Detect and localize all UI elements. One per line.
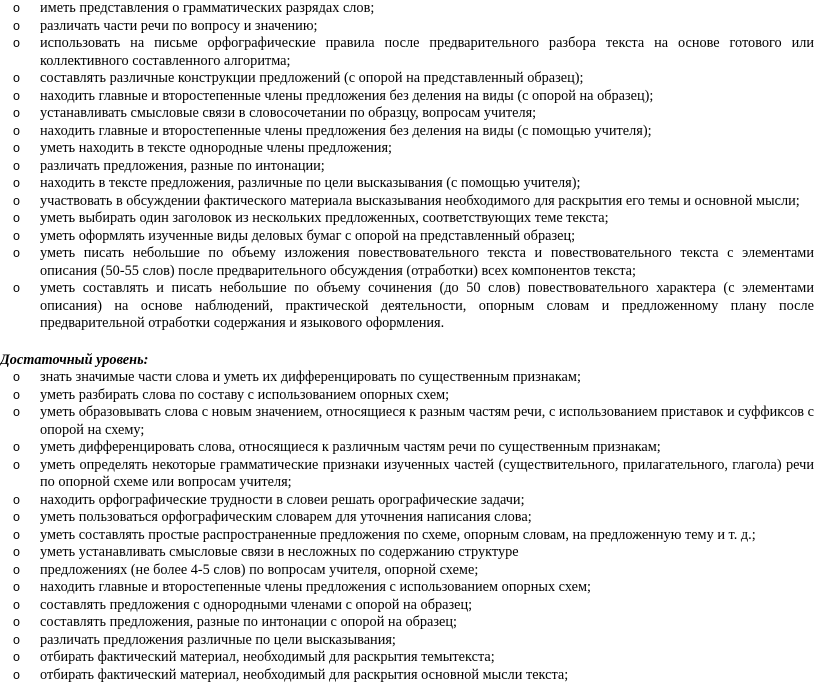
bullet-marker: o — [13, 562, 20, 580]
list-item: o составлять предложения с однородными членами с опорой на образец; — [0, 597, 816, 615]
list-item: o составлять предложения, разные по интонации с опорой на образец; — [0, 614, 816, 632]
list-item: o уметь устанавливать смысловые связи в несложных по содержанию структуре — [0, 544, 816, 562]
list-item: o находить орфографические трудности в словеи решать орографические задачи; — [0, 492, 816, 510]
list-item: o находить главные и второстепенные члены предложения с использованием опорных схем; — [0, 579, 816, 597]
bullet-marker: o — [13, 35, 20, 53]
section-heading-sufficient-level: Достаточный уровень: — [0, 352, 816, 370]
list-item: o уметь пользоваться орфографическим словарем для уточнения написания слова; — [0, 509, 816, 527]
list-item: o отбирать фактический материал, необходимый для раскрытия основной мысли текста; — [0, 667, 816, 684]
bullet-marker: o — [13, 387, 20, 405]
bullet-marker: o — [13, 667, 20, 684]
bullet-marker: o — [13, 597, 20, 615]
bullet-marker: o — [13, 193, 20, 211]
bullet-marker: o — [13, 544, 20, 562]
bullet-marker: o — [13, 88, 20, 106]
list-item: o отбирать фактический материал, необходимый для раскрытия темытекста; — [0, 649, 816, 667]
list-item: o различать части речи по вопросу и значению; — [0, 18, 816, 36]
bullet-marker: o — [13, 105, 20, 123]
bullet-marker: o — [13, 509, 20, 527]
list-item: o устанавливать смысловые связи в словосочетании по образцу, вопросам учителя; — [0, 105, 816, 123]
requirements-list-minimal — [0, 0, 816, 333]
bullet-marker: o — [13, 439, 20, 457]
list-item: o уметь определять некоторые грамматические признаки изученных частей (существительного, прилагательного, глагола) речи по опорной схеме или вопросам учителя; — [0, 457, 816, 492]
bullet-marker: o — [13, 70, 20, 88]
list-item: o уметь образовывать слова с новым значением, относящиеся к разным частям речи, с использованием приставок и суффиксов с опорой на схему; — [0, 404, 816, 439]
list-item: o уметь выбирать один заголовок из нескольких предложенных, соответствующих теме текста; — [0, 210, 816, 228]
bullet-marker: o — [13, 140, 20, 158]
bullet-marker: o — [13, 175, 20, 193]
bullet-marker: o — [13, 527, 20, 545]
list-item: o использовать на письме орфографические правила после предварительного разбора текста на основе готового или коллективного составленного алгоритма; — [0, 35, 816, 70]
bullet-marker: o — [13, 404, 20, 422]
bullet-marker: o — [13, 632, 20, 650]
list-item: o уметь разбирать слова по составу с использованием опорных схем; — [0, 387, 816, 405]
bullet-marker: o — [13, 280, 20, 298]
bullet-marker: o — [13, 614, 20, 632]
list-item: o иметь представления о грамматических разрядах слов; — [0, 0, 816, 18]
bullet-marker: o — [13, 492, 20, 510]
bullet-marker: o — [13, 123, 20, 141]
list-item: o уметь дифференцировать слова, относящиеся к различным частям речи по существенным признакам; — [0, 439, 816, 457]
list-item: o участвовать в обсуждении фактического материала высказывания необходимого для раскрытия его темы и основной мысли; — [0, 193, 816, 211]
bullet-marker: o — [13, 245, 20, 263]
bullet-marker: o — [13, 18, 20, 36]
list-item: o уметь составлять простые распространенные предложения по схеме, опорным словам, на предложенную тему и т. д.; — [0, 527, 816, 545]
requirements-list-sufficient — [0, 369, 816, 684]
list-item: o знать значимые части слова и уметь их дифференцировать по существенным признакам; — [0, 369, 816, 387]
bullet-marker: o — [13, 0, 20, 18]
bullet-marker: o — [13, 210, 20, 228]
bullet-marker: o — [13, 457, 20, 475]
list-item: o составлять различные конструкции предложений (с опорой на представленный образец); — [0, 70, 816, 88]
bullet-marker: o — [13, 158, 20, 176]
list-item: o уметь находить в тексте однородные члены предложения; — [0, 140, 816, 158]
list-item: o уметь составлять и писать небольшие по объему сочинения (до 50 слов) повествовательного характера (с элементами описания) на основе наблюдений, практической деятельности, опорным словам и предложенному плану после предварительной отработки содержания и языкового оформления. — [0, 280, 816, 333]
list-item: o находить главные и второстепенные члены предложения без деления на виды (с опорой на образец); — [0, 88, 816, 106]
list-item: o уметь оформлять изученные виды деловых бумаг с опорой на представленный образец; — [0, 228, 816, 246]
list-item: o уметь писать небольшие по объему изложения повествовательного текста и повествовательного текста с элементами описания (50-55 слов) после предварительного обсуждения (отработки) всех компонентов текста; — [0, 245, 816, 280]
list-item: o различать предложения, разные по интонации; — [0, 158, 816, 176]
list-item: o различать предложения различные по цели высказывания; — [0, 632, 816, 650]
list-item: o находить в тексте предложения, различные по цели высказывания (с помощью учителя); — [0, 175, 816, 193]
bullet-marker: o — [13, 579, 20, 597]
bullet-marker: o — [13, 228, 20, 246]
bullet-marker: o — [13, 649, 20, 667]
list-item: o предложениях (не более 4-5 слов) по вопросам учителя, опорной схеме; — [0, 562, 816, 580]
bullet-marker: o — [13, 369, 20, 387]
list-item: o находить главные и второстепенные члены предложения без деления на виды (с помощью учителя); — [0, 123, 816, 141]
